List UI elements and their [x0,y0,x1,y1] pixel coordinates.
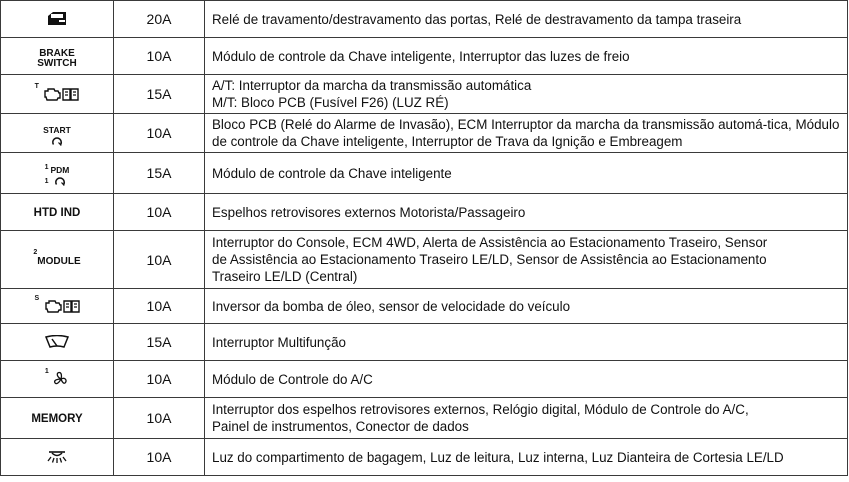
fuse-symbol-cell [1,231,114,289]
fuse-description [205,439,848,476]
description-line: Traseiro LE/LD (Central) [212,269,358,284]
fuse-amp: 10A [114,231,205,289]
table-row [1,439,848,476]
description-line: Painel de instrumentos, Conector de dados [212,419,469,434]
fuse-amp: 15A [114,153,205,194]
table-row [1,231,848,289]
table-row [1,75,848,114]
key-pdm-icon [54,175,66,186]
superscript: S [34,295,40,302]
description-line: Bloco PCB (Relé do Alarme de Invasão), ECM Interruptor da marcha da transmissão automá-tica, Módulo de controle da Chave inteligente, Interruptor de Trava da Ignição e Embreagem [212,117,840,149]
description-line: de Assistência ao Estacionamento Traseiro LE/LD, Sensor de Assistência ao Estacionamento [212,252,767,267]
table-row [1,361,848,398]
engine-check-icon [43,87,79,101]
room-lamp-icon [45,450,69,464]
table-row [1,194,848,231]
description-line: Inversor da bomba de óleo, sensor de velocidade do veículo [212,298,571,314]
fuse-description [205,289,848,324]
fuse-label: MODULE [37,255,81,267]
table-row [1,38,848,75]
fuse-amp: 15A [114,324,205,361]
description-line: Luz do compartimento de bagagem, Luz de leitura, Luz interna, Luz Dianteira de Cortesia LE/LD [212,449,784,465]
fuse-amp: 10A [114,398,205,439]
fuse-amp: 10A [114,194,205,231]
fuse-amp: 15A [114,75,205,114]
engine-check-icon [44,299,80,313]
fuse-symbol-cell [1,361,114,398]
superscript: 1 [44,177,49,185]
fuse-description [205,75,848,114]
fuse-label: HTD IND [33,207,81,219]
fuse-symbol-cell [1,398,114,439]
door-lock-icon [46,11,68,27]
fuse-symbol-cell [1,153,114,194]
fuse-amp: 20A [114,1,205,38]
fuse-symbol-cell [1,194,114,231]
table-row [1,289,848,324]
key-start-icon [51,135,63,146]
wiper-icon [44,335,70,349]
fuse-amp: 10A [114,289,205,324]
fuse-amp: 10A [114,439,205,476]
superscript: 1 [44,163,49,171]
description-line: Módulo de controle da Chave inteligente, Interruptor das luzes de freio [212,48,630,64]
label-line: BRAKE [39,48,75,59]
fuse-symbol-cell [1,324,114,361]
description-line: M/T: Bloco PCB (Fusível F26) (LUZ RÉ) [212,95,449,110]
fuse-label [37,49,76,69]
fuse-amp: 10A [114,38,205,75]
description-line: Relé de travamento/destravamento das portas, Relé de destravamento da tampa traseira [212,11,742,27]
description-line: Interruptor Multifunção [212,334,346,350]
description-line: Módulo de Controle do A/C [212,371,373,387]
fuse-symbol-cell [1,38,114,75]
description-line: Interruptor dos espelhos retrovisores externos, Relógio digital, Módulo de Controle do A/C, [212,402,749,417]
fuse-description [205,194,848,231]
fuse-description [205,38,848,75]
table-row [1,324,848,361]
table-row [1,1,848,38]
description-line: Espelhos retrovisores externos Motorista/Passageiro [212,204,526,220]
superscript: T [34,83,39,90]
fuse-symbol-cell [1,75,114,114]
superscript: 2 [33,248,38,256]
table-row [1,153,848,194]
fuse-symbol-cell [1,1,114,38]
superscript: 1 [44,368,49,375]
fuse-symbol-cell [1,289,114,324]
fuse-description [205,361,848,398]
label-line: PDM [50,164,70,175]
label-line: START [43,125,71,135]
fuse-amp: 10A [114,361,205,398]
description-line: Módulo de controle da Chave inteligente [212,165,452,181]
fuse-label [43,125,71,146]
label-line: SWITCH [37,58,77,69]
fuse-label: MEMORY [31,413,83,425]
fuse-label [45,165,70,189]
description-line: Interruptor do Console, ECM 4WD, Alerta de Assistência ao Estacionamento Traseiro, Sensor [212,235,768,250]
fuse-description [205,114,848,153]
fuse-description [205,153,848,194]
fuse-description [205,1,848,38]
fuse-description [205,324,848,361]
fuse-amp: 10A [114,114,205,153]
fuse-symbol-cell [1,114,114,153]
table-row [1,114,848,153]
fuse-symbol-cell [1,439,114,476]
description-line: A/T: Interruptor da marcha da transmissão automática [212,78,532,93]
table-row [1,398,848,439]
fan-icon [53,371,69,387]
fuse-description [205,398,848,439]
fuse-description [205,231,848,289]
